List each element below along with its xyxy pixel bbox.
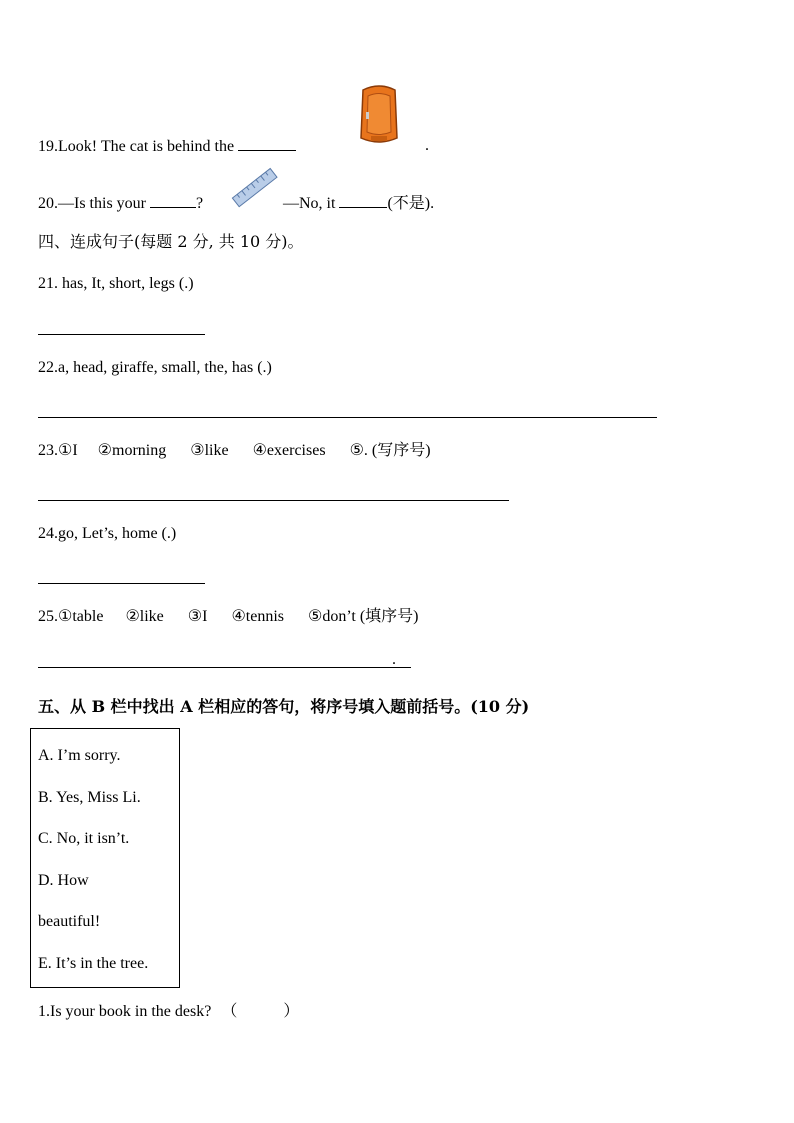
option-d: D. How bbox=[38, 872, 89, 889]
q20-question-mark: ? bbox=[196, 195, 204, 212]
q1-text: 1.Is your book in the desk? bbox=[38, 1003, 212, 1020]
q23-item-1: ①I bbox=[58, 442, 78, 459]
question-23 bbox=[38, 441, 431, 461]
q25-answer-line[interactable] bbox=[38, 667, 411, 668]
q25-item-4: ④tennis bbox=[231, 608, 285, 625]
q23-number: 23. bbox=[38, 442, 58, 459]
q25-item-5: ⑤don’t (填序号) bbox=[308, 608, 419, 625]
q24-answer-line[interactable] bbox=[38, 583, 205, 584]
q25-item-2: ②like bbox=[125, 608, 164, 625]
question-25 bbox=[38, 607, 419, 627]
ruler-icon bbox=[231, 164, 279, 212]
q25-number: 25. bbox=[38, 608, 58, 625]
q20-blank-1[interactable] bbox=[150, 193, 196, 208]
option-c: C. No, it isn’t. bbox=[38, 830, 130, 847]
q22-answer-line[interactable] bbox=[38, 417, 657, 418]
door-icon bbox=[357, 84, 401, 146]
q23-item-4: ④exercises bbox=[252, 442, 326, 459]
option-e: E. It’s in the tree. bbox=[38, 955, 149, 972]
section-5-title: 五、从 B 栏中找出 A 栏相应的答句，将序号填入题前括号。(10 分) bbox=[38, 697, 530, 716]
question-19 bbox=[38, 136, 296, 157]
q19-period: . bbox=[425, 137, 429, 154]
q25-item-3: ③I bbox=[187, 608, 208, 625]
q23-item-3: ③like bbox=[190, 442, 229, 459]
q25-end-mark: . bbox=[392, 651, 396, 668]
option-b: B. Yes, Miss Li. bbox=[38, 789, 141, 806]
q1-bracket-open: （ bbox=[221, 1003, 238, 1020]
q21-answer-line[interactable] bbox=[38, 334, 205, 335]
question-24: 24.go, Let’s, home (.) bbox=[38, 525, 177, 542]
q23-item-5: ⑤. (写序号) bbox=[349, 442, 431, 459]
options-box bbox=[30, 728, 180, 988]
question-1 bbox=[38, 1002, 299, 1022]
q20-answer-hint: (不是). bbox=[387, 195, 435, 212]
question-21: 21. has, It, short, legs (.) bbox=[38, 275, 194, 292]
option-d-continued: beautiful! bbox=[38, 913, 101, 930]
q20-answer-text: —No, it bbox=[283, 195, 340, 212]
q20-text: 20.—Is this your bbox=[38, 195, 150, 212]
question-20 bbox=[38, 193, 203, 214]
q1-bracket-close: ） bbox=[283, 1003, 300, 1020]
q20-answer bbox=[283, 193, 434, 214]
q19-blank[interactable] bbox=[238, 136, 296, 151]
q25-item-1: ①table bbox=[58, 608, 104, 625]
option-a: A. I’m sorry. bbox=[38, 747, 121, 764]
q23-answer-line[interactable] bbox=[38, 500, 509, 501]
q20-blank-2[interactable] bbox=[339, 193, 387, 208]
q19-text: 19.Look! The cat is behind the bbox=[38, 138, 239, 155]
question-22: 22.a, head, giraffe, small, the, has (.) bbox=[38, 359, 272, 376]
q23-item-2: ②morning bbox=[97, 442, 167, 459]
section-4-title: 四、连成句子(每题 2 分, 共 10 分)。 bbox=[38, 232, 304, 251]
